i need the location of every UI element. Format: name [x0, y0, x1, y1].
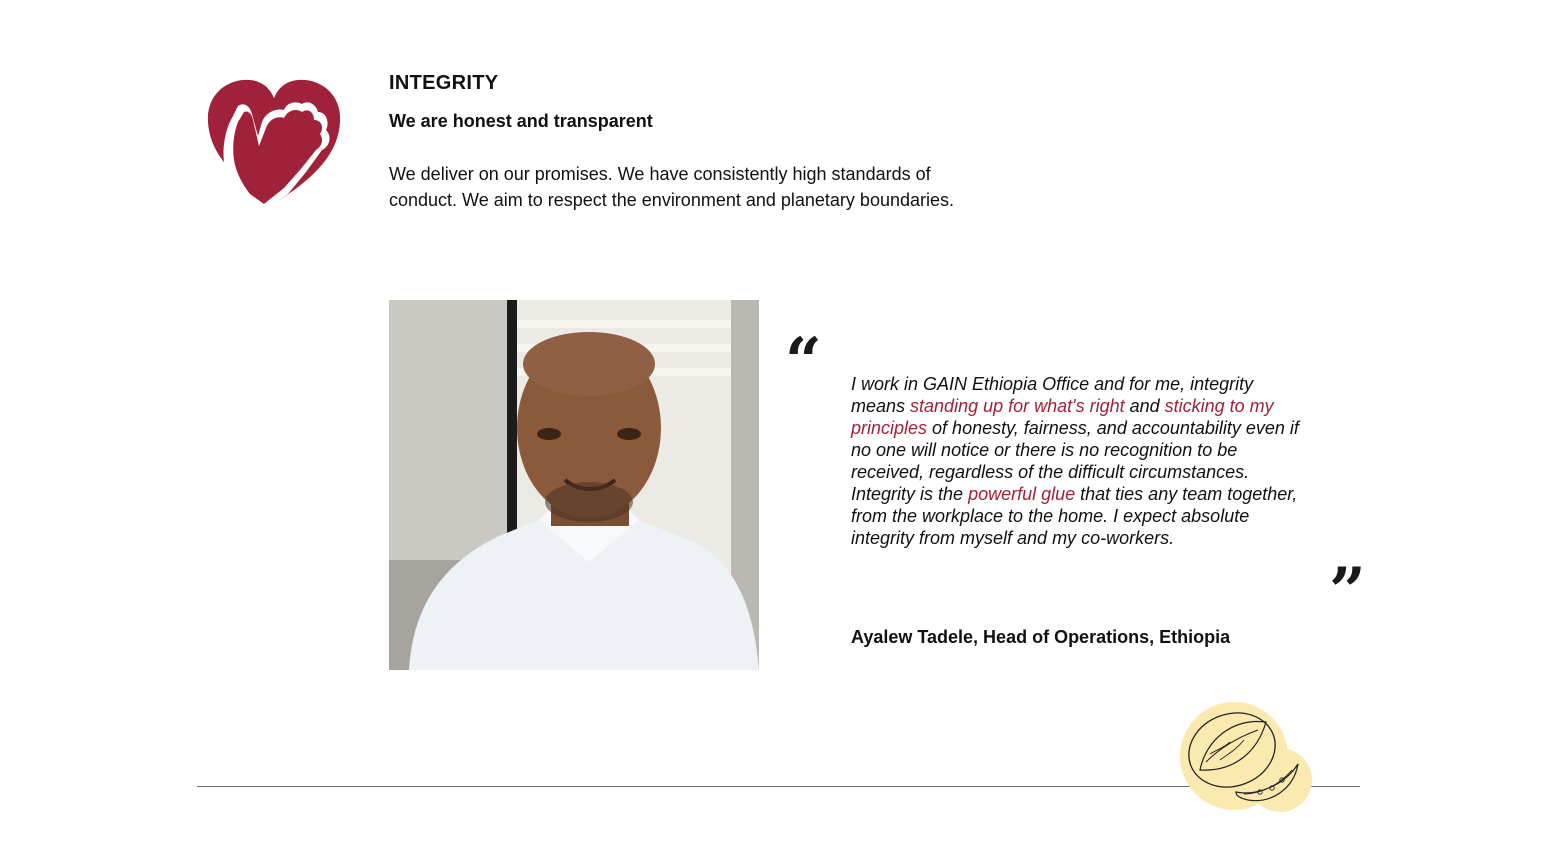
quote-highlight: powerful glue: [968, 484, 1076, 504]
value-description: We deliver on our promises. We have consistently high standards of conduct. We aim to respect the environment and planetary boundaries.: [389, 164, 954, 210]
quote-text-segment: and: [1124, 396, 1165, 416]
quote-text-segment: of honesty, fairness, and accountability even if no one will notice or there is no recognition to be received, regardless of the difficult circumstances. Integrity is the: [851, 418, 1299, 504]
value-subtitle: We are honest and transparent: [389, 111, 653, 131]
quote-attribution: Ayalew Tadele, Head of Operations, Ethiopia: [851, 627, 1231, 647]
quote-highlight: standing up for what's right: [910, 396, 1125, 416]
quote-highlight: sticking to my principles: [851, 396, 1274, 438]
heart-hand-icon: [204, 76, 344, 216]
close-quote-icon: ”: [1329, 554, 1366, 629]
quote-text-segment: I work in GAIN Ethiopia Office and for me, integrity means: [851, 374, 1254, 416]
portrait-photo: [389, 300, 759, 670]
open-quote-icon: “: [785, 324, 822, 399]
seed-pod-icon: [1176, 700, 1316, 820]
portrait-image: [389, 300, 759, 670]
testimonial-quote: [851, 373, 1301, 549]
quote-text-segment: that ties any team together, from the workplace to the home. I expect absolute integrity from myself and my co-workers.: [851, 484, 1298, 548]
value-title: INTEGRITY: [389, 72, 499, 94]
